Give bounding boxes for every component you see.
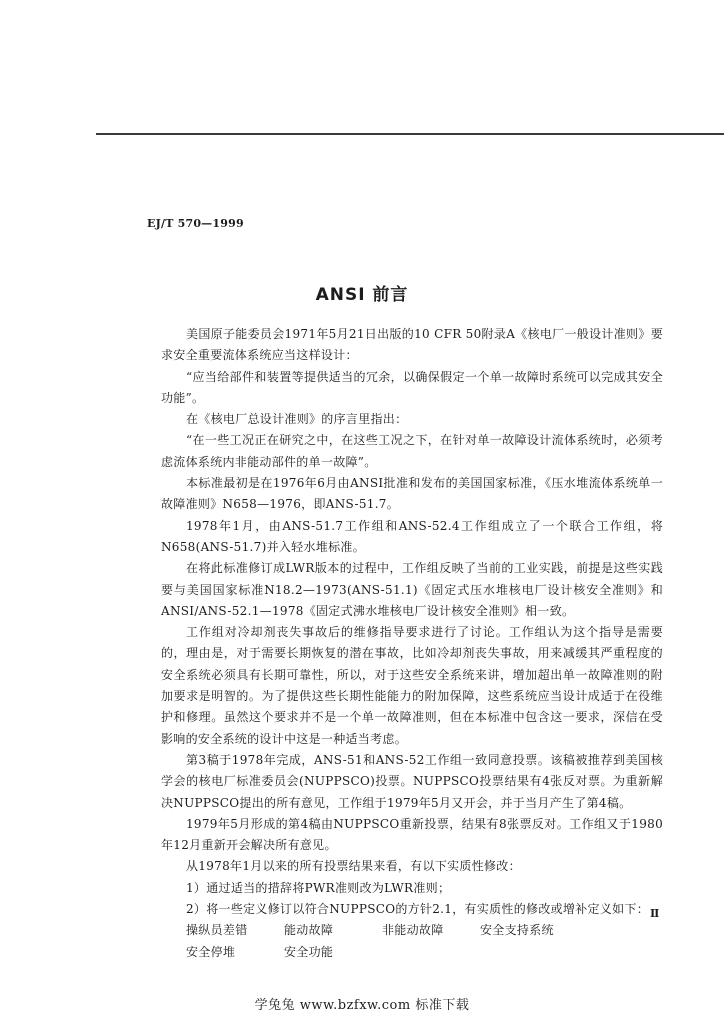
list-item: 1）通过适当的措辞将PWR准则改为LWR准则； bbox=[186, 880, 451, 895]
paragraph: 在《核电厂总设计准则》的序言里指出： bbox=[186, 412, 408, 427]
page-title: ANSI 前言 bbox=[315, 285, 409, 305]
body-text bbox=[161, 324, 663, 963]
paragraph: 1978年1月，由ANS-51.7工作组和ANS-52.4工作组成立了一个联合工作组，将N658(ANS-51.7)并入轻水堆标准。 bbox=[161, 518, 663, 554]
paragraph: 美国原子能委员会1971年5月21日出版的10 CFR 50附录A《核电厂一般设计准则》要求安全重要流体系统应当这样设计： bbox=[161, 327, 663, 363]
paragraph: 工作组对冷却剂丧失事故后的维修指导要求进行了讨论。工作组认为这个指导是需要的，理由是，对于需要长期恢复的潜在事故，比如冷却剂丧失事故，用来减缓其严重程度的安全系统必须具有长期可靠性，所以，对于这些安全系统来讲，增加超出单一故障准则的附加要求是明智的。为了提供这些长期性能能力的附加保障，这些系统应当设计成适于在役维护和修理。虽然这个要求并不是一个单一故障准则，但在本标准中包含这一要求，深信在受影响的安全系统的设计中这是一种适当考虑。 bbox=[161, 625, 663, 746]
paragraph: “在一些工况正在研究之中，在这些工况之下，在针对单一故障设计流体系统时，必须考虑流体系统内非能动部件的单一故障”。 bbox=[161, 433, 663, 469]
term-item: 非能动故障 bbox=[382, 923, 444, 938]
paragraph: 从1978年1月以来的所有投票结果来看，有以下实质性修改： bbox=[186, 859, 521, 874]
term-item: 安全支持系统 bbox=[480, 923, 554, 938]
list-item: 2）将一些定义修订以符合NUPPSCO的方针2.1，有实质性的修改或增补定义如下： bbox=[186, 902, 650, 917]
page-number: Ⅱ bbox=[650, 907, 660, 920]
paragraph: 1979年5月形成的第4稿由NUPPSCO重新投票，结果有8张票反对。工作组又于1980年12月重新开会解决所有意见。 bbox=[161, 816, 663, 853]
paragraph: 本标准最初是在1976年6月由ANSI批准和发布的美国国家标准，《压水堆流体系统单一故障准则》N658—1976，即ANS-51.7。 bbox=[161, 476, 663, 512]
term-item: 能动故障 bbox=[284, 923, 334, 938]
header-rule bbox=[96, 133, 724, 135]
standard-code: EJ/T 570—1999 bbox=[147, 217, 244, 230]
paragraph: 第3稿于1978年完成，ANS-51和ANS-52工作组一致同意投票。该稿被推荐到美国核学会的核电厂标准委员会(NUPPSCO)投票。NUPPSCO投票结果有4张反对票。为重新解决NUPPSCO提出的所有意见，工作组于1979年5月又开会，并于当月产生了第4稿。 bbox=[161, 752, 663, 810]
footer-watermark: 学兔兔 www.bzfxw.com 标准下载 bbox=[254, 998, 470, 1013]
term-item: 安全功能 bbox=[284, 944, 334, 959]
term-list bbox=[161, 920, 663, 963]
paragraph: 在将此标准修订成LWR版本的过程中，工作组反映了当前的工业实践，前提是这些实践要与美国国家标准N18.2—1973(ANS-51.1)《固定式压水堆核电厂设计核安全准则》和ANSI/ANS-52.1—1978《固定式沸水堆核电厂设计核安全准则》相一致。 bbox=[161, 561, 663, 618]
paragraph: “应当给部件和装置等提供适当的冗余，以确保假定一个单一故障时系统可以完成其安全功能”。 bbox=[161, 369, 663, 405]
term-item: 操纵员差错 bbox=[186, 923, 248, 938]
term-item: 安全停堆 bbox=[186, 944, 236, 959]
